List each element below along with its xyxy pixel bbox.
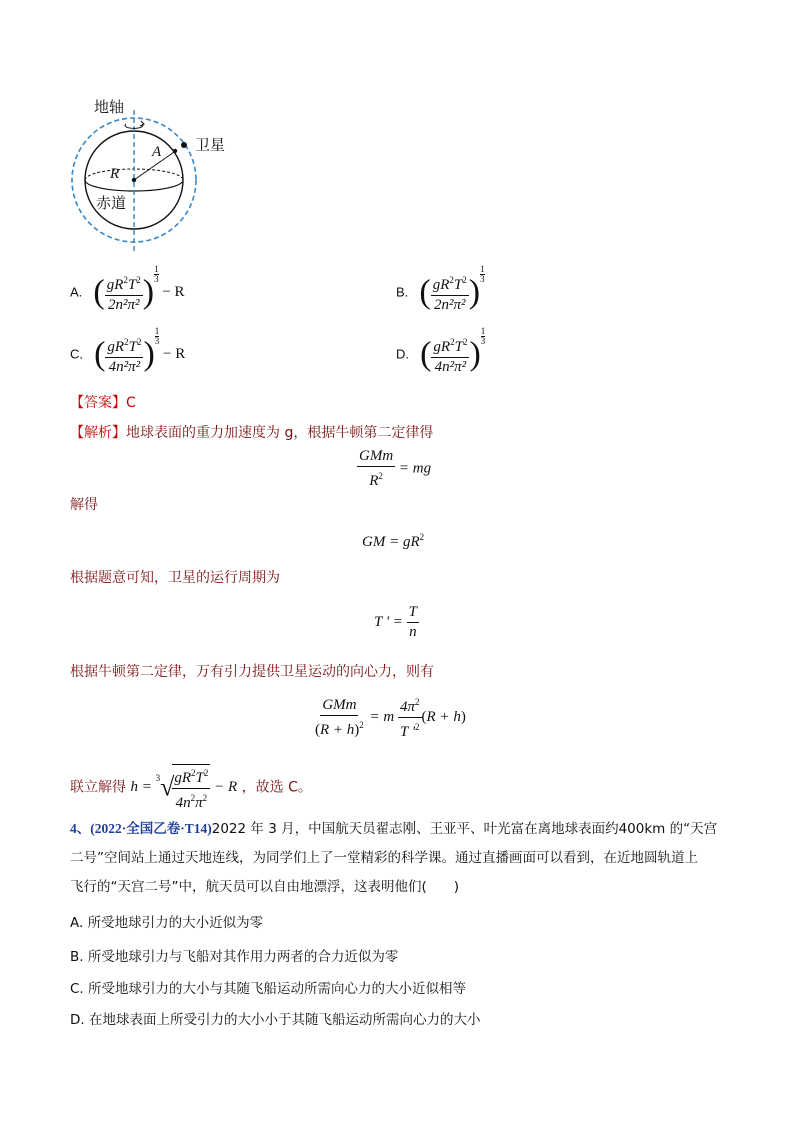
question-4-line-1 bbox=[70, 819, 717, 839]
option-tail: − R bbox=[162, 284, 185, 301]
analysis-tag: 【解析】 bbox=[70, 425, 126, 441]
question-4-option-b: B. 所受地球引力与飞船对其作用力两者的合力近似为零 bbox=[70, 949, 399, 965]
analysis-text: 地球表面的重力加速度为 g，根据牛顿第二定律得 bbox=[126, 425, 434, 441]
label-axis: 地轴 bbox=[94, 98, 125, 116]
center-point bbox=[132, 178, 136, 182]
option-letter: C. bbox=[70, 346, 83, 362]
equation-period: T ' = $\frac{T}{n}$ bbox=[374, 604, 417, 640]
equation-gm: GM = $gR^2$ bbox=[362, 532, 425, 550]
answer-tag: 【答案】 bbox=[70, 395, 126, 411]
option-a: A. ( $\frac{gR^2T^2}{\text{2n²π²}}$ ) $\frac{1}{3}$ − R bbox=[70, 264, 185, 313]
label-a: A bbox=[152, 144, 162, 160]
question-4-option-d: D. 在地球表面上所受引力的大小小于其随飞船运动所需向心力的大小 bbox=[70, 1012, 481, 1028]
period-line: 根据题意可知，卫星的运行周期为 bbox=[70, 570, 280, 586]
combine-prefix: 联立解得 bbox=[70, 779, 126, 796]
equation-centripetal: $\frac{\text{GMm}}{(R + h)^2}$ = m $\frac{4\pi^2}{T '^2}$ (R + h) bbox=[313, 694, 466, 741]
solve-label: 解得 bbox=[70, 497, 98, 513]
question-source: (2022·全国乙卷·T14) bbox=[90, 821, 212, 836]
question-4-line-2: 二号”空间站上通过天地连线，为同学们上了一堂精彩的科学课。通过直播画面可以看到，在近地圆轨道上 bbox=[70, 850, 698, 866]
question-4-option-a: A. 所受地球引力的大小近似为零 bbox=[70, 915, 264, 931]
analysis-line-1 bbox=[70, 423, 433, 443]
satellite-dot bbox=[181, 142, 187, 148]
answer-line bbox=[70, 393, 136, 413]
option-denominator: 2n²π² bbox=[433, 297, 466, 313]
option-letter: D. bbox=[396, 346, 409, 362]
option-tail: − R bbox=[163, 346, 186, 363]
question-number: 4、 bbox=[70, 821, 91, 836]
question-4-option-c: C. 所受地球引力的大小与其随飞船运动所需向心力的大小近似相等 bbox=[70, 981, 467, 997]
answer-value: C bbox=[126, 395, 136, 411]
newton-line: 根据牛顿第二定律，万有引力提供卫星运动的向心力，则有 bbox=[70, 664, 434, 680]
combine-line: 联立解得 h = $^3$√ $\frac{gR^2T^2}{4n^2\pi^2}$ − R ，故选 C。 bbox=[70, 764, 312, 812]
question-text: 2022 年 3 月，中国航天员翟志刚、王亚平、叶光富在离地球表面约400km 的“天宫 bbox=[211, 821, 718, 837]
earth-orbit-figure bbox=[70, 92, 270, 262]
combine-suffix: ，故选 C。 bbox=[241, 779, 312, 796]
option-denominator: 4n²π² bbox=[434, 359, 467, 375]
option-b: B. ( $\frac{gR^2T^2}{\text{2n²π²}}$ ) $\frac{1}{3}$ bbox=[396, 264, 485, 313]
label-equator: 赤道 bbox=[96, 194, 127, 212]
option-d: D. ( $\frac{gR^2T^2}{\text{4n²π²}}$ ) $\frac{1}{3}$ bbox=[396, 326, 486, 375]
label-r: R bbox=[110, 166, 120, 182]
option-letter: A. bbox=[70, 284, 83, 300]
option-denominator: 4n²π² bbox=[108, 359, 141, 375]
label-satellite: 卫星 bbox=[195, 136, 226, 154]
point-a bbox=[173, 149, 177, 153]
option-letter: B. bbox=[396, 284, 409, 300]
question-4-line-3: 飞行的“天宫二号”中，航天员可以自由地漂浮，这表明他们( ) bbox=[70, 879, 460, 895]
option-denominator: 2n²π² bbox=[107, 297, 140, 313]
equation-gravity: $\frac{\text{GMm}}{R^2}$ = mg bbox=[359, 448, 432, 489]
option-c: C. ( $\frac{gR^2T^2}{\text{4n²π²}}$ ) $\frac{1}{3}$ − R bbox=[70, 326, 186, 375]
